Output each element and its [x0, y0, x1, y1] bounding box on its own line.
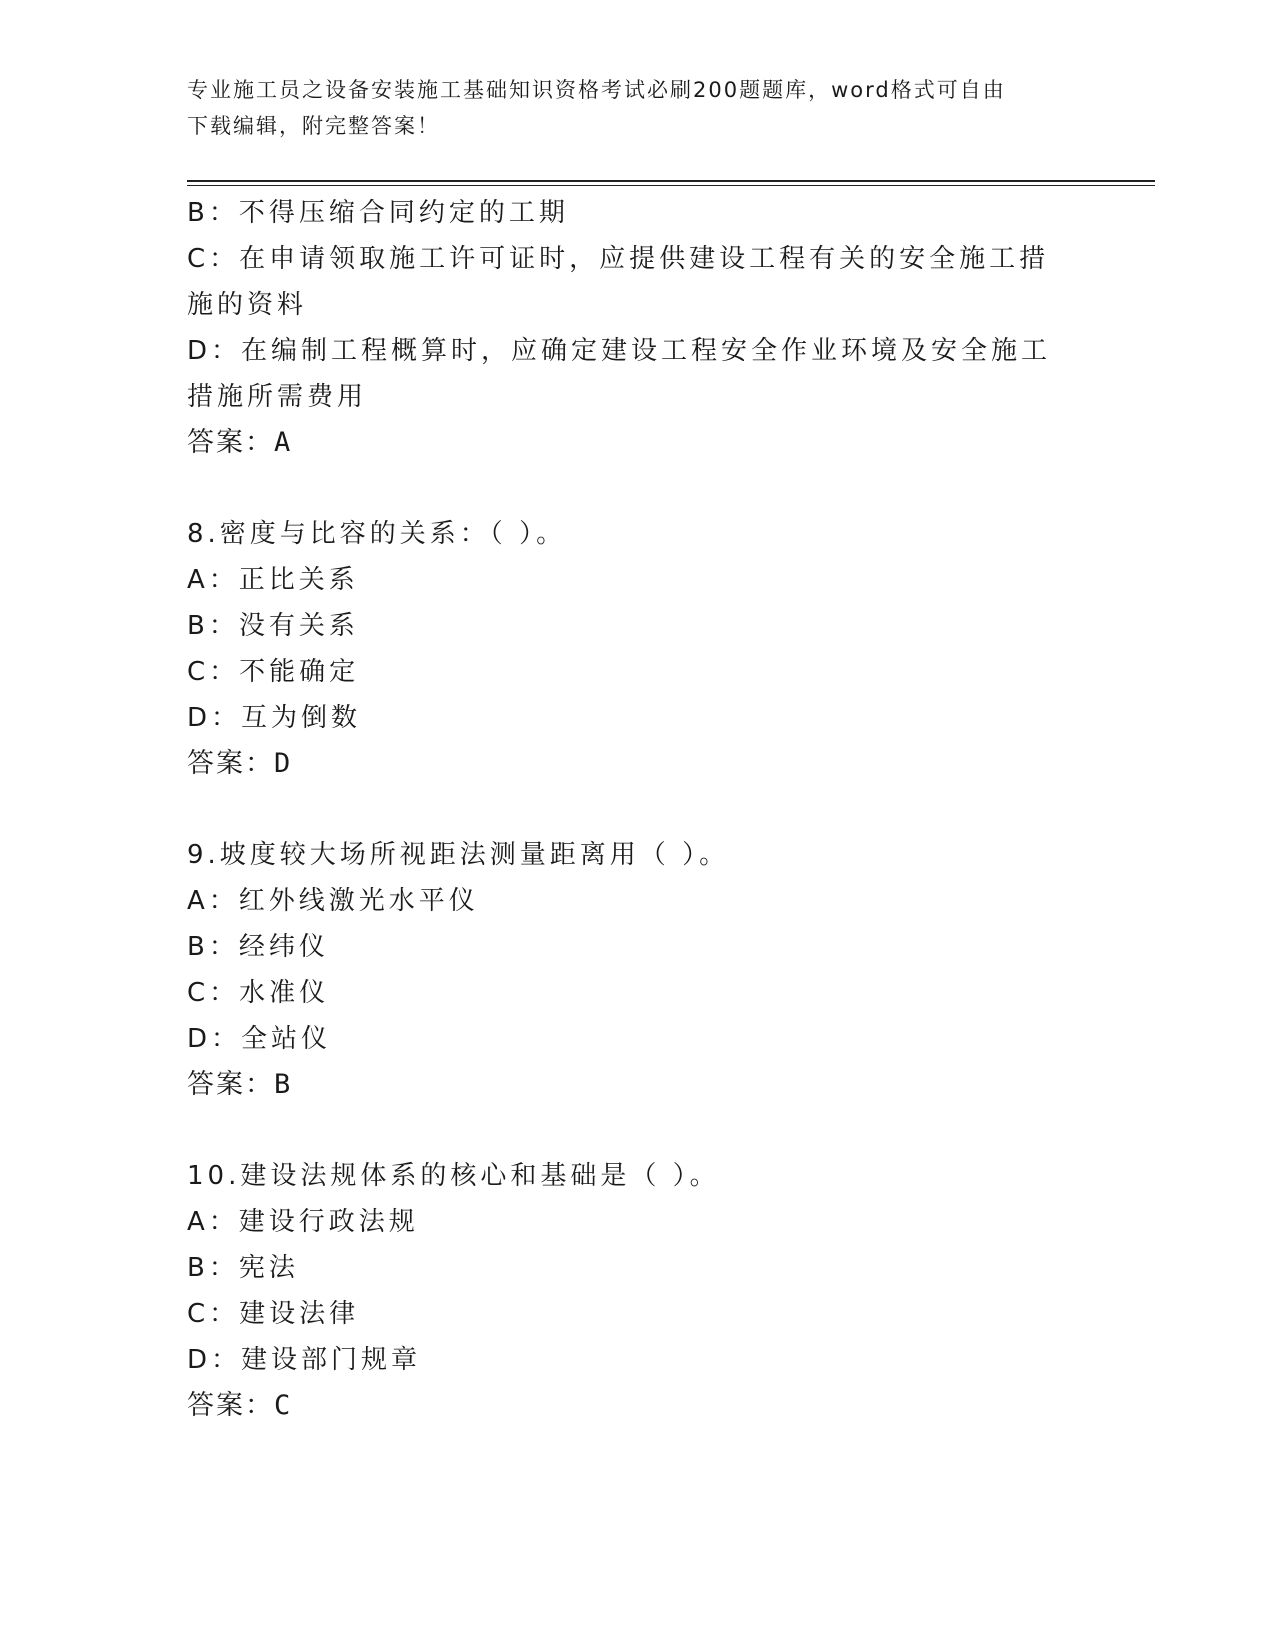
- option-c: C：建设法律: [187, 1299, 360, 1329]
- option-b: B：不得压缩合同约定的工期: [187, 198, 569, 228]
- spacer: [187, 787, 1087, 832]
- spacer: [187, 1108, 1087, 1153]
- answer-line: 答案：C: [187, 1390, 293, 1421]
- question-8: [187, 511, 1087, 787]
- option-a: A：正比关系: [187, 565, 359, 595]
- header-title-line-2: 下载编辑，附完整答案！: [187, 114, 440, 138]
- option-a: A：红外线激光水平仪: [187, 886, 479, 916]
- header-divider-thick: [187, 180, 1155, 182]
- header-divider-thin: [187, 185, 1155, 186]
- option-b: B：没有关系: [187, 611, 359, 641]
- option-d: D：互为倒数: [187, 703, 362, 733]
- option-d: D：全站仪: [187, 1024, 332, 1054]
- option-b: B：宪法: [187, 1253, 299, 1283]
- carryover-question: [187, 190, 1087, 466]
- question-10: [187, 1153, 1087, 1429]
- answer-line: 答案：A: [187, 427, 293, 458]
- question-9: [187, 832, 1087, 1108]
- option-d: D：在编制工程概算时，应确定建设工程安全作业环境及安全施工措施所需费用: [187, 336, 1052, 412]
- question-stem: 8.密度与比容的关系：（ ）。: [187, 519, 567, 549]
- question-stem: 9.坡度较大场所视距法测量距离用（ ）。: [187, 840, 730, 870]
- option-c: C：水准仪: [187, 978, 330, 1008]
- header-title-line-1: 专业施工员之设备安装施工基础知识资格考试必刷200题题库，word格式可自由: [187, 78, 1006, 102]
- document-header: [187, 72, 1067, 144]
- option-c: C：不能确定: [187, 657, 360, 687]
- question-content: [187, 190, 1087, 1429]
- answer-line: 答案：D: [187, 748, 293, 779]
- answer-line: 答案：B: [187, 1069, 293, 1100]
- option-c: C：在申请领取施工许可证时，应提供建设工程有关的安全施工措施的资料: [187, 244, 1050, 320]
- question-stem: 10.建设法规体系的核心和基础是（ ）。: [187, 1161, 720, 1191]
- option-a: A：建设行政法规: [187, 1207, 419, 1237]
- option-b: B：经纬仪: [187, 932, 329, 962]
- option-d: D：建设部门规章: [187, 1345, 422, 1375]
- spacer: [187, 466, 1087, 511]
